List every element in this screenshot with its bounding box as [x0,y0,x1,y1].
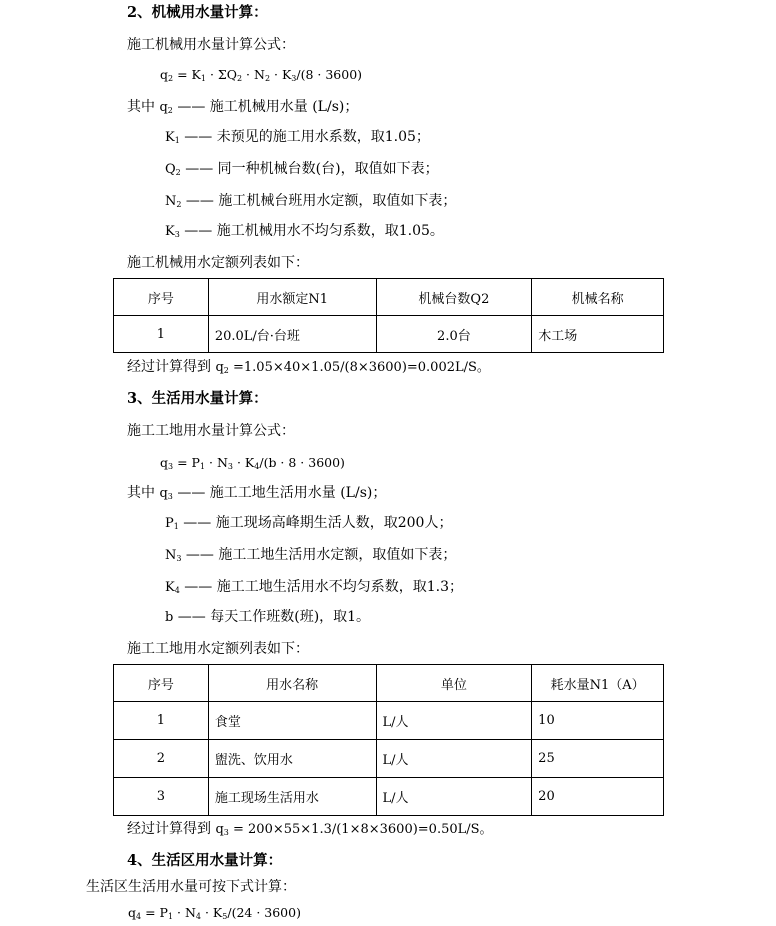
table-cell: L/人 [376,740,532,778]
table-header-cell: 用水名称 [208,665,376,702]
table-cell: 1 [114,316,209,353]
section-3-result: 经过计算得到 $q_3 = 200\times 55\times 1.3/(1\times 8\times 3600)=0.50L/S$。 [127,821,493,837]
section-4-formula: $q_4 = P_1 \cdot N_4 \cdot K_5/(24 \cdot 3600)$ [128,905,301,921]
table-cell: L/人 [376,778,532,816]
table-cell: L/人 [376,702,532,740]
table-cell: 20 [532,778,664,816]
section-2-formula: $q_2 = K_1 \cdot \Sigma Q_2 \cdot N_2 \cdot K_3/(8 \cdot 3600)$ [160,67,363,83]
table-cell: 20.0L/台·台班 [208,316,376,353]
table-cell: 2.0台 [376,316,532,353]
table-header-cell: 单位 [376,665,532,702]
section-3-def-2: $N_3$ —— 施工工地生活用水定额，取值如下表； [165,547,457,563]
section-3-where-line: 其中 $q_3$ —— 施工工地生活用水量 (L/s)； [127,485,387,501]
table-header-cell: 机械名称 [532,279,664,316]
table-cell: 10 [532,702,664,740]
table-row [114,702,664,740]
table-cell: 食堂 [208,702,376,740]
section-4-intro: 生活区生活用水量可按下式计算： [86,879,296,895]
section-2-def-3: $N_2$ —— 施工机械台班用水定额，取值如下表； [165,193,457,209]
site-water-table [113,664,664,816]
section-2-heading: 2、机械用水量计算： [127,4,268,21]
machine-water-table [113,278,664,353]
table-header-row [114,279,664,316]
table-header-cell: 序号 [114,665,209,702]
table-header-cell: 序号 [114,279,209,316]
section-3-intro: 施工工地用水量计算公式： [127,423,295,439]
table-cell: 25 [532,740,664,778]
table-header-cell: 耗水量N1（A） [532,665,664,702]
table-header-row [114,665,664,702]
section-2-where-line: 其中 $q_2$ —— 施工机械用水量 (L/s)； [127,99,359,115]
section-3-heading: 3、生活用水量计算： [127,390,268,407]
section-2-def-1: $K_1$ —— 未预见的施工用水系数，取1.05； [165,129,430,145]
table-row [114,740,664,778]
section-2-intro: 施工机械用水量计算公式： [127,37,295,53]
section-3-def-1: $P_1$ —— 施工现场高峰期生活人数，取200人； [165,515,453,531]
table-header-cell: 机械台数Q2 [376,279,532,316]
table-cell: 木工场 [532,316,664,353]
table-row [114,778,664,816]
section-4-heading: 4、生活区用水量计算： [127,852,283,869]
section-2-def-4: $K_3$ —— 施工机械用水不均匀系数，取1.05。 [165,223,444,239]
section-2-result: 经过计算得到 $q_2 =1.05\times 40\times 1.05/(8\times 3600)=0.002L/S$。 [127,359,490,375]
section-3-table-intro: 施工工地用水定额列表如下： [127,641,309,657]
section-3-def-3: $K_4$ —— 施工工地生活用水不均匀系数，取1.3； [165,579,463,595]
table-row [114,316,664,353]
section-3-formula: $q_3 = P_1 \cdot N_3 \cdot K_4/(b \cdot 8 \cdot 3600)$ [160,455,345,471]
table-cell: 1 [114,702,209,740]
section-2-def-2: $Q_2$ —— 同一种机械台数(台)，取值如下表； [165,161,439,177]
table-cell: 施工现场生活用水 [208,778,376,816]
table-cell: 盥洗、饮用水 [208,740,376,778]
section-3-def-4: b —— 每天工作班数(班)，取1。 [165,609,371,625]
section-2-table-intro: 施工机械用水定额列表如下： [127,255,309,271]
table-header-cell: 用水额定N1 [208,279,376,316]
table-cell: 3 [114,778,209,816]
table-cell: 2 [114,740,209,778]
